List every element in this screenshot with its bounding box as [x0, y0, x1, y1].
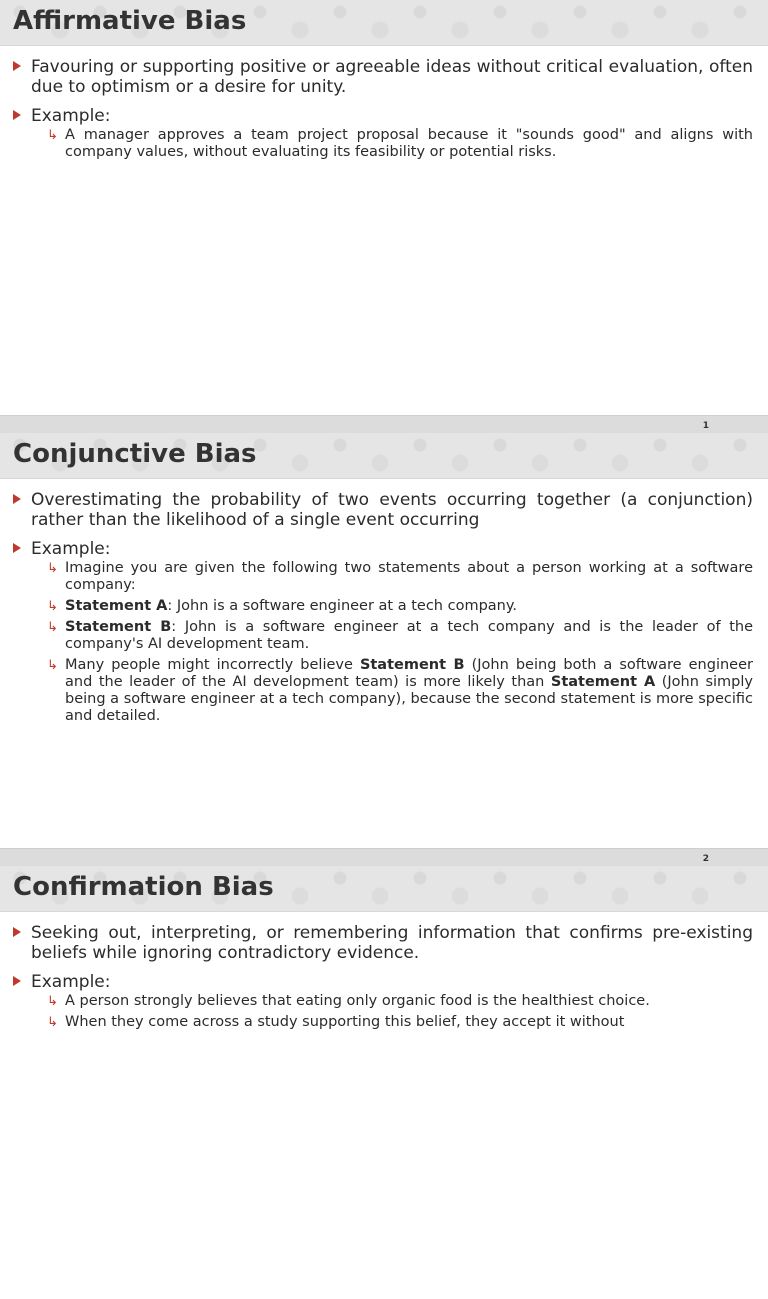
conclusion-bold: Statement B — [359, 657, 465, 673]
slide-title: Confirmation Bias — [13, 872, 274, 902]
statement-a-label: Statement A — [65, 598, 168, 614]
page-number: 1 — [702, 421, 709, 431]
example-text: Imagine you are given the following two statements about a person working at a software company: — [65, 560, 753, 593]
slide-title-bar — [0, 433, 768, 479]
triangle-bullet-icon — [13, 110, 21, 120]
slide-footer — [0, 848, 768, 866]
example-label: Example: — [31, 539, 111, 559]
example-list — [47, 127, 753, 161]
example-label: Example: — [31, 972, 111, 992]
definition-text: Favouring or supporting positive or agreeable ideas without critical evaluation, often due to optimism or a desire for unity. — [31, 57, 753, 97]
page-number: 2 — [702, 854, 709, 864]
statement-b-text: : John is a software engineer at a tech company and is the leader of the company's AI development team. — [65, 619, 753, 652]
conclusion-text: Many people might incorrectly believe — [65, 657, 360, 673]
curved-arrow-bullet-icon: ↳ — [47, 658, 58, 673]
bullet-example-label — [13, 539, 753, 559]
definition-text: Overestimating the probability of two events occurring together (a conjunction) rather than the likelihood of a single event occurring — [31, 490, 753, 530]
example-item-statement-a — [47, 598, 753, 615]
example-list — [47, 560, 753, 725]
example-item — [47, 1014, 753, 1031]
curved-arrow-bullet-icon: ↳ — [47, 561, 58, 576]
conclusion-text: (John simply being a software engineer at a tech company), because the second statement is more specific and detailed. — [65, 674, 753, 724]
slide-content — [13, 57, 753, 165]
slide-title: Affirmative Bias — [13, 6, 247, 36]
slide-conjunctive-bias — [0, 433, 768, 866]
curved-arrow-bullet-icon: ↳ — [47, 994, 58, 1009]
slide-title: Conjunctive Bias — [13, 439, 257, 469]
slide-confirmation-bias — [0, 866, 768, 1299]
conclusion-text: (John being both a software engineer and the leader of the AI development team) is more likely than — [65, 657, 753, 690]
example-text: A manager approves a team project proposal because it "sounds good" and aligns with company values, without evaluating its feasibility or potential risks. — [65, 127, 753, 160]
triangle-bullet-icon — [13, 61, 21, 71]
curved-arrow-bullet-icon: ↳ — [47, 1015, 58, 1030]
slide-title-bar — [0, 0, 768, 46]
example-item-intro — [47, 560, 753, 594]
example-item-statement-b — [47, 619, 753, 653]
example-list — [47, 993, 753, 1031]
slide-content — [13, 923, 753, 1035]
curved-arrow-bullet-icon: ↳ — [47, 128, 58, 143]
definition-text: Seeking out, interpreting, or remembering information that confirms pre-existing beliefs while ignoring contradictory evidence. — [31, 923, 753, 963]
triangle-bullet-icon — [13, 543, 21, 553]
example-item — [47, 993, 753, 1010]
conclusion-bold: Statement A — [550, 674, 656, 690]
example-text: When they come across a study supporting this belief, they accept it without — [65, 1014, 625, 1030]
bullet-definition — [13, 923, 753, 963]
curved-arrow-bullet-icon: ↳ — [47, 599, 58, 614]
slide-footer — [0, 415, 768, 433]
slide-title-bar — [0, 866, 768, 912]
triangle-bullet-icon — [13, 494, 21, 504]
example-item-conclusion — [47, 657, 753, 725]
slide-content — [13, 490, 753, 729]
example-text: A person strongly believes that eating only organic food is the healthiest choice. — [65, 993, 650, 1009]
triangle-bullet-icon — [13, 927, 21, 937]
curved-arrow-bullet-icon: ↳ — [47, 620, 58, 635]
bullet-example-label — [13, 106, 753, 126]
bullet-definition — [13, 57, 753, 97]
example-item — [47, 127, 753, 161]
slide-affirmative-bias — [0, 0, 768, 433]
example-label: Example: — [31, 106, 111, 126]
triangle-bullet-icon — [13, 976, 21, 986]
statement-a-text: : John is a software engineer at a tech company. — [167, 598, 517, 614]
statement-b-label: Statement B — [65, 619, 172, 635]
bullet-example-label — [13, 972, 753, 992]
bullet-definition — [13, 490, 753, 530]
